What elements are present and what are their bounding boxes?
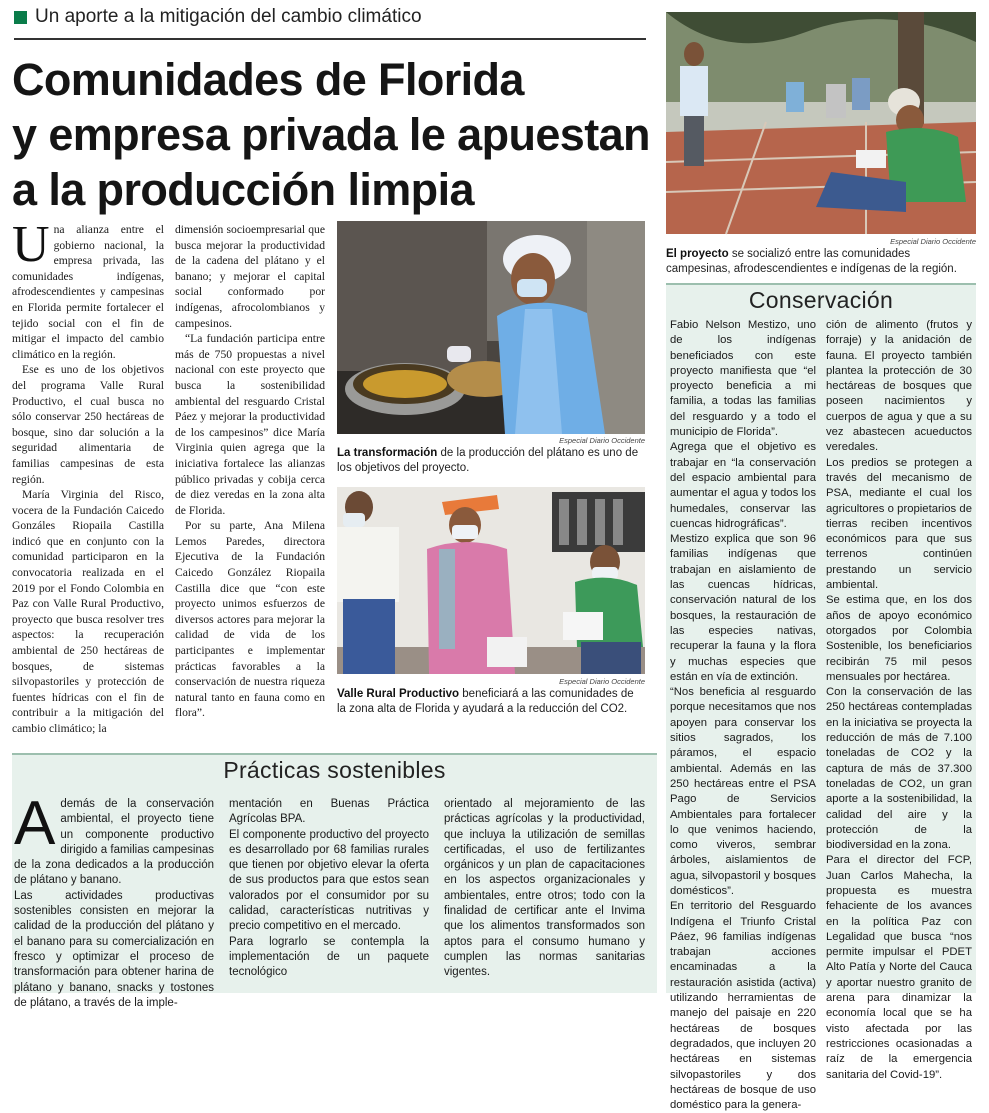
lead-column-2 bbox=[175, 222, 325, 752]
photo2-caption bbox=[337, 687, 645, 717]
practicas-paragraph-6: orientado al mejoramiento de las prácticas agrícolas y la productividad, que incluya la utilización de semillas certificadas, el uso de fertilizantes orgánicos y un plan de capacitaciones en los aspectos organizacionales y ambientales, entre otros; todo con la finalidad de certificar ante el Invima que los alimentos transformados son aptos para el consumo humano y cumplen las normas sanitarias vigentes. bbox=[444, 798, 645, 979]
kicker-bar bbox=[14, 6, 646, 40]
photo1-caption-text: de la producción del plátano es uno de los objetivos del proyecto. bbox=[337, 447, 639, 474]
photo3-credit: Especial Diario Occidente bbox=[890, 237, 976, 246]
practicas-paragraph-5: Para lograrlo se contempla la implementación de un paquete tecnológico bbox=[229, 935, 429, 979]
photo1-caption-bold: La transformación bbox=[337, 447, 438, 459]
lead-paragraph-4: dimensión socioempresarial que busca mejorar la productividad de la cadena del plátano y el banano; y mejorar el capital social conformado por indígenas, afrocolombianos y campesinos. bbox=[175, 223, 325, 330]
photo3-caption-text: se socializó entre las comunidades campesinas, afrodescendientes e indígenas de la región. bbox=[666, 248, 957, 275]
practicas-paragraph-2: Las actividades productivas sostenibles consisten en mejorar la calidad de la producción del plátano y el banano para su comercialización en fresco y optimizar el proceso de transformación para obtener harina de plátano y banano, snacks y tostones de plátano, a través de la imple- bbox=[14, 889, 214, 1009]
conservacion-paragraph-7: Los predios se protegen a través del mecanismo de PSA, mediante el cual los agricultores o propietarios de tierras reciben incentivos económicos para que sus terrenos continúen prestando un servicio ambiental. bbox=[826, 456, 972, 592]
photo-community-meeting bbox=[337, 487, 645, 674]
headline-line-2: y empresa privada le apuestan bbox=[12, 109, 650, 160]
conservacion-paragraph-10: Para el director del FCP, Juan Carlos Mahecha, la propuesta es muestra fehaciente de los avances en la política Paz con Legalidad que busca “nos permite impulsar el PDET Alto Patía y Norte del Cauca y aportar nuestro granito de arena para dinamizar la economía local que se ha visto afectada por las restricciones ocasionadas a raíz de la emergencia sanitaria del Covid-19”. bbox=[826, 854, 972, 1081]
conservacion-paragraph-2: Agrega que el objetivo es trabajar en “la conservación del espacio ambiental para aumentar el agua y todos los humedales, conservar las cuencas hidrográficas”. bbox=[670, 441, 816, 530]
headline-line-1: Comunidades de Florida bbox=[12, 54, 524, 105]
photo1-caption bbox=[337, 446, 645, 476]
conservacion-paragraph-5: En territorio del Resguardo Indígena el Triunfo Cristal Páez, 96 familias indígenas trabajan acciones encaminadas a la restauración asistida (activa) utilizando herramientas de manejo del paisaje en 220 hectáreas de bosques degradados, que incluyen 20 hectáreas en sistemas silvopastoriles y dos hectáreas de bosque de uso doméstico para la genera- bbox=[670, 900, 816, 1112]
lead-paragraph-6: Por su parte, Ana Milena Lemos Paredes, directora Ejecutiva de la Fundación Caicedo González Riopaila Castilla dice que “con este proyecto unimos esfuerzos de diversos actores para mejorar la calidad de vida de los participantes e implementar prácticas favorables a la conservación de nuestra riqueza natural tanto en fauna como en flora”. bbox=[175, 519, 325, 720]
practicas-title: Prácticas sostenibles bbox=[223, 757, 446, 783]
dropcap-u: U bbox=[12, 216, 50, 273]
kicker-square-icon bbox=[14, 11, 27, 24]
photo2-caption-text: beneficiará a las comunidades de la zona alta de Florida y ayudará a la reducción del CO2. bbox=[337, 688, 634, 715]
photo2-credit: Especial Diario Occidente bbox=[559, 677, 645, 686]
conservacion-column-1 bbox=[670, 318, 816, 1112]
photo-plantain-cooking bbox=[337, 221, 645, 434]
photo2-caption-bold: Valle Rural Productivo bbox=[337, 688, 460, 700]
headline-line-3: a la producción limpia bbox=[12, 164, 474, 215]
conservacion-title: Conservación bbox=[748, 287, 894, 313]
photo-outdoor-gathering bbox=[666, 12, 976, 234]
conservacion-column-2 bbox=[826, 318, 972, 1081]
dropcap-a: A bbox=[14, 789, 56, 858]
headline bbox=[12, 52, 652, 217]
conservacion-paragraph-9: Con la conservación de las 250 hectáreas contempladas en la iniciativa se proyecta la reducción de más de 7.100 toneladas de CO2 y la captura de más de 37.300 toneladas de CO2, un gran aporte a la sostenibilidad, la calidad del aire y la protección de la biodiversidad en la zona. bbox=[826, 686, 972, 852]
photo1-credit: Especial Diario Occidente bbox=[559, 436, 645, 445]
conservacion-paragraph-3: Mestizo explica que son 96 familias indígenas que trabajan en aislamiento de las cuencas hídricas, conservación natural de los bosques, la restauración de las especies nativas, recuperar la fauna y la flora y muchas especies que están en vía de extinción. bbox=[670, 533, 816, 683]
conservacion-paragraph-6: ción de alimento (frutos y forraje) y la anidación de fauna. El proyecto también plantea la protección de 30 hectáreas de bosques que poseen nacimientos y cuerpos de agua y que a su vez abastecen acueductos veredales. bbox=[826, 319, 972, 454]
photo3-caption-bold: El proyecto bbox=[666, 248, 729, 260]
lead-column-1 bbox=[12, 216, 164, 752]
kicker-text: Un aporte a la mitigación del cambio climático bbox=[35, 6, 422, 27]
practicas-column-1 bbox=[14, 789, 214, 1009]
photo3-caption bbox=[666, 247, 976, 277]
practicas-paragraph-1: Además de la conservación ambiental, el proyecto tiene un componente productivo dirigido a familias campesinas de la zona dedicados a la producción de plátano y banano. bbox=[14, 789, 214, 887]
practicas-column-2 bbox=[229, 797, 429, 993]
lead-paragraph-2: Ese es uno de los objetivos del programa Valle Rural Productivo, el cual busca no sólo conservar 250 hectáreas de bosque, sino dar solución a la seguridad alimentaria de familias campesinas de esta región. bbox=[12, 363, 164, 486]
lead-paragraph-3: María Virginia del Risco, vocera de la Fundación Caicedo Gonzáles Riopaila Castilla indicó que en conjunto con la comunidad participaron en la convocatoria realizada en el 2019 por el Fondo Colombia en Paz con Valle Rural Productivo, proyecto que busca resolver tres aspectos: la recuperación ambiental de 250 hectáreas de bosques, de sistemas silvopastoriles y protección de fuentes hídricas con el fin de contribuir a la mitigación del cambio climático; la bbox=[12, 488, 164, 735]
conservacion-paragraph-1: Fabio Nelson Mestizo, uno de los indígenas beneficiados con este proyecto manifiesta que “el proyecto beneficia a mi familia, a todas las familias del resguardo y a todo el municipio de Florida”. bbox=[670, 319, 816, 439]
lead-paragraph-5: “La fundación participa entre más de 750 propuestas a nivel nacional con este proyecto que busca la sostenibilidad ambiental del resguardo Cristal Páez y mejorar la productividad de los campesinos” dice María Virginia quien agrega que la iniciativa fortalece las alianzas público privadas y cobija cerca de diez veredas en la zona alta de Florida. bbox=[175, 332, 325, 517]
conservacion-paragraph-4: “Nos beneficia al resguardo porque necesitamos que nos apoyen para conservar los sitios sagrados, los páramos, el espacio ambiental. Además en las 250 hectáreas entre el PSA Pago de Servicios Ambientales para fortalecer lo que venimos haciendo, como viveros, sembrar árboles, aislamientos de agua, silvopastoril y bosques domésticos”. bbox=[670, 686, 816, 897]
lead-paragraph-1: Una alianza entre el gobierno nacional, la empresa privada, las comunidades indígenas, afrodescendientes y campesinas en Florida permite fortalecer el tejido social con el fin de mitigar el impacto del cambio climático en la región. bbox=[12, 216, 164, 361]
conservacion-paragraph-8: Se estima que, en los dos años de apoyo económico otorgados por Colombia Sostenible, los beneficiarios recibirán 75 mil pesos mensuales por hectárea. bbox=[826, 594, 972, 683]
practicas-column-3 bbox=[444, 797, 645, 993]
practicas-paragraph-3: mentación en Buenas Práctica Agrícolas BPA. bbox=[229, 798, 429, 826]
practicas-paragraph-4: El componente productivo del proyecto es desarrollado por 68 familias rurales que tienen por objetivo elevar la oferta de sus productos para que estos sean valorados por el consumidor por su calidad, características nutritivas y precio competitivo en el mercado. bbox=[229, 828, 429, 933]
